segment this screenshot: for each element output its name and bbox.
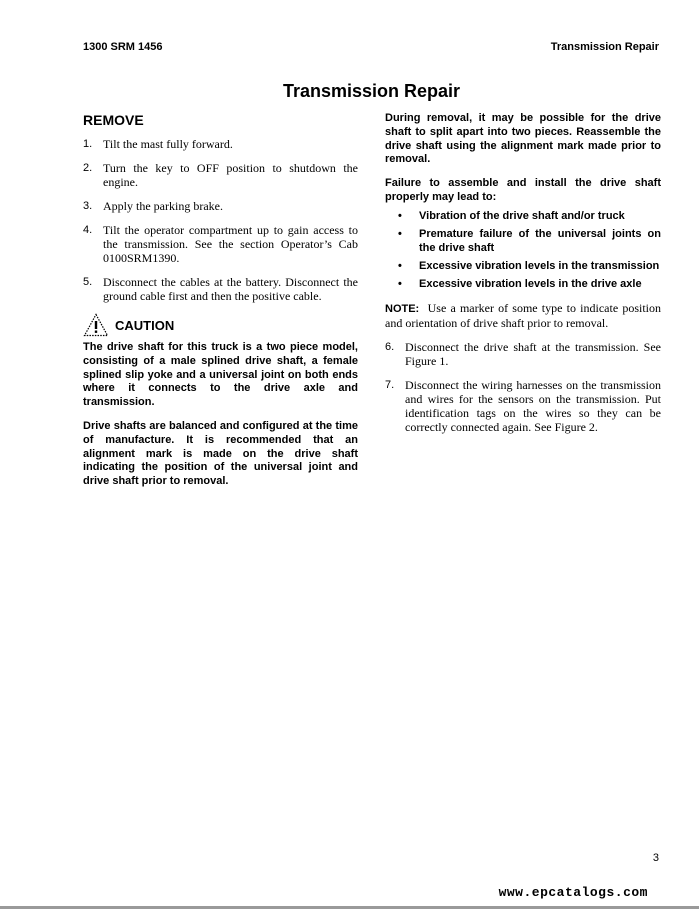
header-section-title: Transmission Repair [550,41,659,53]
header-document-id: 1300 SRM 1456 [83,41,163,53]
caution-label: CAUTION [115,317,175,333]
bullet-icon: • [398,227,402,240]
list-item [83,137,358,151]
step-number: 7. [385,378,395,391]
step-text: Disconnect the cables at the battery. Disconnect the ground cable first and then the positive cable. [103,275,358,303]
bullet-icon: • [398,209,402,222]
bullet-text: Vibration of the drive shaft and/or truck [419,209,625,222]
list-item [385,227,661,255]
step-text: Turn the key to OFF position to shutdown the engine. [103,161,358,189]
list-item [83,199,358,213]
step-text: Disconnect the wiring harnesses on the transmission and wires for the sensors on the transmission. Put identification tags on the wires so they can be correctly connected again. See Figure 2. [405,377,661,434]
removal-warning-paragraph: During removal, it may be possible for the drive shaft to split apart into two pieces. Reassemble the drive shaft using the alignment mark made prior to removal. [385,112,661,166]
step-number: 4. [83,224,93,236]
disconnect-steps-list [385,340,661,434]
list-item [385,259,661,273]
watermark: www.epcatalogs.com [498,885,648,900]
list-item [385,340,661,368]
caution-triangle-icon [83,313,109,337]
note-text: Use a marker of some type to indicate position and orientation of drive shaft prior to removal. [385,300,661,330]
step-number: 5. [83,276,93,288]
remove-heading: REMOVE [83,112,144,128]
remove-steps-list [83,137,358,303]
caution-heading [83,313,358,337]
list-item [83,275,358,303]
note-paragraph [385,301,661,330]
caution-paragraph: The drive shaft for this truck is a two piece model, consisting of a male splined drive shaft, a female splined slip yoke and a universal joint on both ends where it connects to the drive axle and transmission. [83,341,358,409]
step-text: Apply the parking brake. [103,199,223,213]
step-number: 6. [385,340,395,353]
caution-paragraph: Drive shafts are balanced and configured at the time of manufacture. It is recommended that an alignment mark is made on the drive shaft indicating the position of the universal joint and drive shaft prior to removal. [83,419,358,488]
bullet-icon: • [398,259,402,272]
step-text: Disconnect the drive shaft at the transmission. See Figure 1. [405,339,661,368]
step-number: 2. [83,162,93,174]
bullet-icon: • [398,277,402,290]
list-item [83,161,358,189]
bullet-text: Excessive vibration levels in the transmission [419,259,660,272]
list-item [385,277,661,291]
page-number: 3 [652,852,659,864]
list-item [385,378,661,434]
list-item [385,209,661,223]
left-column [83,112,358,499]
list-item [83,223,358,265]
step-text: Tilt the operator compartment up to gain access to the transmission. See the section Operator’s Cab 0100SRM1390. [103,223,358,265]
failure-intro-paragraph: Failure to assemble and install the drive shaft properly may lead to: [385,177,661,203]
step-text: Tilt the mast fully forward. [103,137,233,151]
note-label: NOTE: [385,302,420,315]
right-column [385,112,661,444]
step-number: 1. [83,138,93,150]
bullet-text: Premature failure of the universal joints on the drive shaft [419,227,661,254]
failure-bullet-list [385,209,661,291]
step-number: 3. [83,200,93,212]
page-title: Transmission Repair [282,81,461,101]
bullet-text: Excessive vibration levels in the drive axle [419,277,642,290]
